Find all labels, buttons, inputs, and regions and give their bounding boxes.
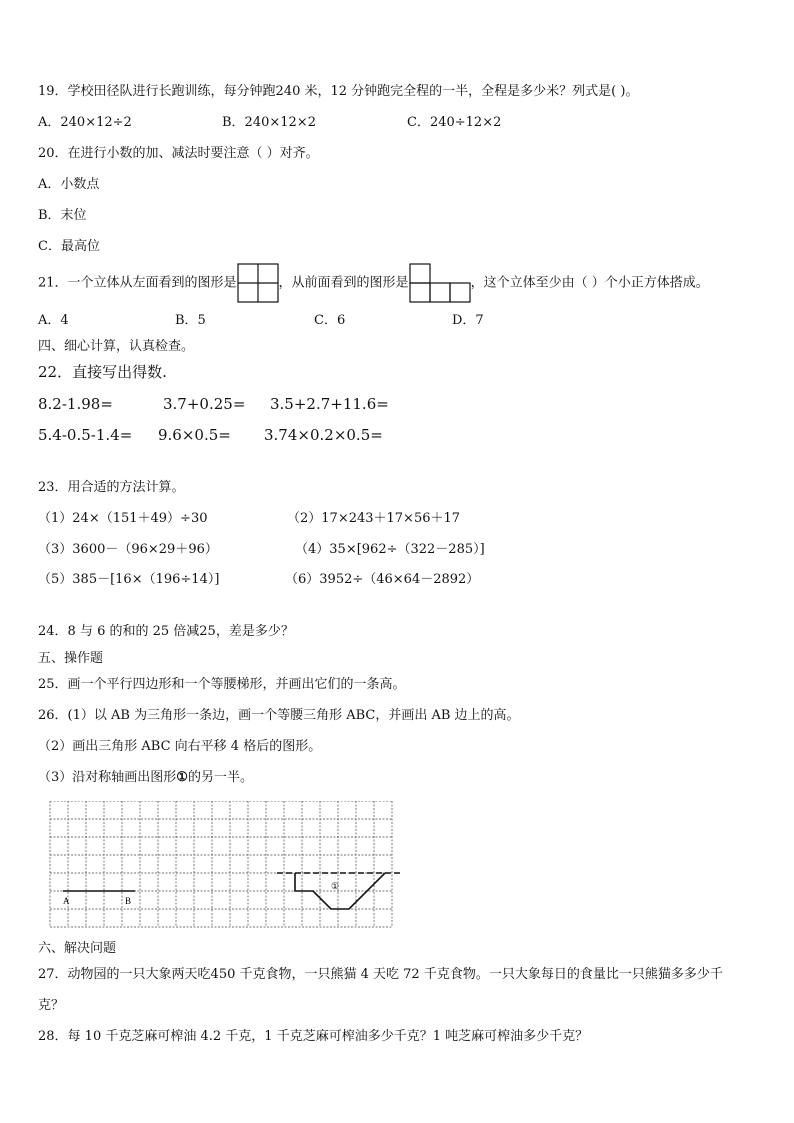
section-6-heading: 六、解决问题 — [38, 941, 117, 956]
q26-part3-text: （3）沿对称轴画出图形 — [38, 770, 177, 785]
q19-stem: 19．学校田径队进行长跑训练，每分钟跑240 米，12 分钟跑完全程的一半，全程是多少米？列式是( )。 — [38, 84, 639, 99]
q19-option-c: C．240÷12×2 — [407, 115, 502, 130]
q24-stem: 24．8 与 6 的和的 25 倍减25，差是多少？ — [38, 624, 294, 639]
q22-title: 22．直接写出得数. — [38, 363, 167, 381]
q26-part1: 26．(1）以 AB 为三角形一条边，画一个等腰三角形 ABC，并画出 AB 边上的高。 — [38, 708, 520, 723]
q25-stem: 25．画一个平行四边形和一个等腰梯形，并画出它们的一条高。 — [38, 677, 406, 692]
q26-part3 — [38, 770, 253, 786]
q21-option-c: C．6 — [314, 313, 346, 328]
q22-r1-c3: 3.5+2.7+11.6= — [270, 395, 389, 413]
section-4-heading: 四、细心计算，认真检查。 — [38, 339, 195, 354]
q22-r2-c1: 5.4-0.5-1.4= — [38, 426, 133, 444]
q20-option-c: C．最高位 — [38, 239, 100, 254]
q22-r2-c3: 3.74×0.2×0.5= — [264, 426, 383, 444]
q21-stem-part3: ，这个立体至少由（ ）个小正方体搭成。 — [470, 275, 709, 291]
q19-option-a: A．240×12÷2 — [38, 115, 132, 130]
q21-stem — [38, 263, 709, 304]
q23-item-2: （2）17×243＋17×56＋17 — [287, 511, 461, 526]
q23-item-5: （5）385－[16×（196÷14）] — [38, 572, 220, 587]
q28-stem: 28．每 10 千克芝麻可榨油 4.2 千克，1 千克芝麻可榨油多少千克？1 吨芝麻可榨油多少千克？ — [38, 1029, 589, 1044]
section-5-heading: 五、操作题 — [38, 651, 104, 666]
q21-option-a: A．4 — [38, 313, 69, 328]
figure-one-label: ① — [331, 881, 340, 891]
grid-figure — [46, 801, 401, 929]
q21-option-b: B．5 — [175, 313, 206, 328]
q23-item-4: （4）35×[962÷（322－285）] — [295, 542, 485, 557]
q21-stem-part1: 21．一个立体从左面看到的图形是 — [38, 275, 237, 291]
q22-r2-c2: 9.6×0.5= — [158, 426, 231, 444]
q23-title: 23．用合适的方法计算。 — [38, 480, 185, 495]
q20-stem: 20．在进行小数的加、减法时要注意（ ）对齐。 — [38, 146, 319, 161]
q22-r1-c2: 3.7+0.25= — [163, 395, 246, 413]
label-b: B — [125, 896, 132, 906]
q23-item-3: （3）3600－（96×29＋96） — [38, 542, 218, 557]
q22-r1-c1: 8.2-1.98= — [38, 395, 113, 413]
q23-item-6: （6）3952÷（46×64－2892） — [285, 572, 480, 587]
grid-svg — [46, 801, 401, 929]
q21-stem-part2: ，从前面看到的图形是 — [278, 275, 409, 291]
q21-option-d: D．7 — [452, 313, 484, 328]
q26-part3-suffix: 的另一半。 — [187, 770, 253, 785]
q27-line1: 27．动物园的一只大象两天吃450 千克食物，一只熊猫 4 天吃 72 千克食物。一只大象每日的食量比一只熊猫多多少千 — [38, 967, 723, 982]
circled-one-symbol: ① — [176, 770, 188, 785]
front-view-figure — [409, 263, 471, 303]
half-figure-one — [295, 873, 385, 909]
q20-option-b: B．末位 — [38, 208, 87, 223]
left-view-figure — [237, 263, 279, 303]
q19-option-b: B．240×12×2 — [222, 115, 316, 130]
label-a: A — [63, 896, 70, 906]
q23-item-1: （1）24×（151＋49）÷30 — [38, 511, 208, 526]
q27-line2: 克？ — [38, 998, 65, 1013]
q20-option-a: A．小数点 — [38, 177, 100, 192]
q26-part2: （2）画出三角形 ABC 向右平移 4 格后的图形。 — [38, 739, 322, 754]
